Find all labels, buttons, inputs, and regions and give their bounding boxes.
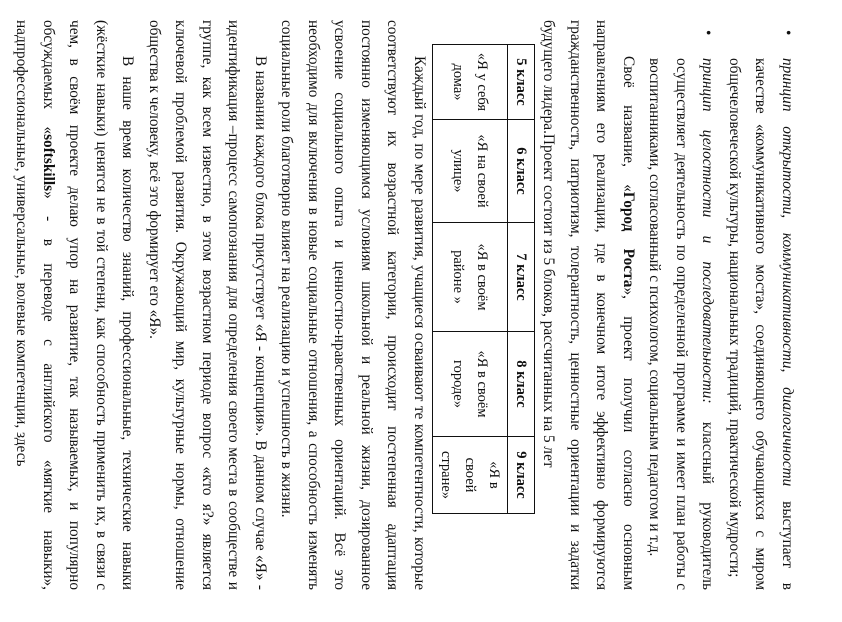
table-cell: «Я в своём городе» — [433, 332, 508, 437]
principle-integrity-text: классный руководитель осуществляет деятельность по определенной программе и имеет план работы с воспитанниками, согласованный с психологом, социальным педагогом и т.д. — [646, 58, 717, 591]
bullet-icon: • — [779, 30, 796, 36]
project-name: Город Роста — [620, 191, 637, 288]
document-page — [0, 20, 800, 590]
principle-openness-title: принцип открытости, коммуникативности, диалогичности — [779, 58, 796, 487]
table-cell: «Я у себя дома» — [433, 45, 508, 120]
project-text: », проект получил согласно основным направлениям его реализации, где в конечном итоге эффективно формируются гражданственность, патриотизм, толерантность, ценностные ориентации и задатки будущего лидера.Проект состоит из 5 блоков, рассчитанных на 5 лет — [540, 20, 637, 590]
principle-openness-item — [721, 20, 801, 590]
skills-prefix: В наше время количество знаний, профессиональные, технические навыки (жёсткие навыки) ценятся не в той степени, как способность применить их, в связи с чем, в своём проекте делаю упор на развитие, так называемых, и популярно обсуждаемых « — [40, 20, 137, 590]
name-paragraph: В названии каждого блока присутствует «Я - концепция». В данном случае «Я» - идентификация –процесс самопознания для определения своего места в сообществе и группе, как всем известно, в этом возрастном периоде вопрос «кто я?» является ключевой проблемой развития. Окружающий мир, культурные нормы, отношение общества к человеку, всё это формирует его «Я». — [146, 20, 269, 590]
skills-text: » - в переводе с английского «мягкие навыки», надпрофессиональные, универсальные, волевые компетенции, здесь — [13, 20, 57, 590]
principle-openness-text: выступает в качестве «коммуникативного моста», соединяющего обучающихся с миром общечеловеческой культуры, национальных традиций, практической мудрости; — [726, 58, 796, 590]
principle-integrity-item — [641, 20, 721, 590]
project-paragraph — [535, 20, 641, 590]
table-cell: «Я в своей стране» — [433, 437, 508, 514]
skills-paragraph — [8, 20, 141, 590]
blocks-table — [432, 44, 535, 514]
table-header-cell: 9 класс — [508, 437, 535, 514]
table-header-cell: 8 класс — [508, 332, 535, 437]
table-cell: «Я в своём районе » — [433, 223, 508, 332]
table-row — [433, 45, 508, 514]
softskills-term: softskills — [40, 134, 57, 192]
table-header-cell: 6 класс — [508, 120, 535, 223]
bullet-icon: • — [699, 30, 717, 36]
project-prefix: Своё название, « — [620, 56, 637, 192]
table-header-row — [508, 45, 535, 514]
table-cell: «Я на своей улице» — [433, 120, 508, 223]
year-paragraph: Каждый год, по мере развития, учащиеся осваивают те компетентности, которые соответствуют их возрастной категории, происходит постепенная адаптация постоянно изменяющимся условиям школьной и реальной жизни, дозированное усвоение социального опыта и ценностно-нравственных ориентаций. Всё это необходимо для включения в новые социальные отношения, а способность изменять социальные роли благотворно влияет на реализацию и успешность в жизни. — [278, 20, 428, 590]
principle-integrity-title: принцип целостности и последовательности: — [699, 58, 717, 404]
table-header-cell: 7 класс — [508, 223, 535, 332]
table-header-cell: 5 класс — [508, 45, 535, 120]
